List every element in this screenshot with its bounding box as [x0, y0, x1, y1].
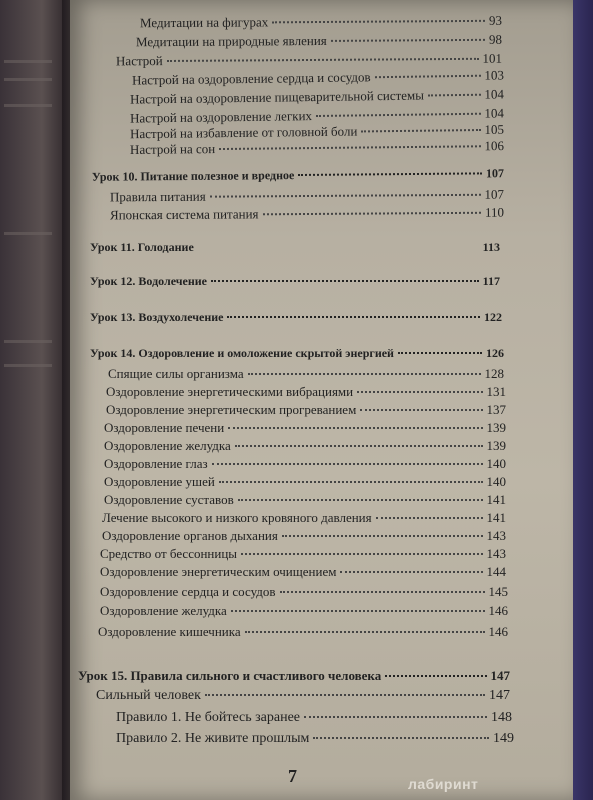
dot-leader: [211, 280, 479, 282]
dot-leader: [361, 129, 480, 132]
toc-entry-page: 147: [489, 688, 510, 703]
toc-entry-page: 101: [482, 50, 503, 66]
toc-entry: [108, 366, 504, 382]
book-cover-edge: [573, 0, 593, 800]
dot-leader: [376, 517, 483, 519]
dot-leader: [331, 39, 485, 42]
toc-entry-page: 93: [488, 12, 503, 28]
dot-leader: [212, 463, 483, 465]
bleed-line: [4, 60, 52, 63]
toc-entry: [136, 32, 502, 51]
toc-lesson-heading: [90, 240, 500, 255]
dot-leader: [231, 610, 485, 612]
toc-entry-page: 140: [486, 474, 506, 489]
toc-entry-title: Оздоровление энергетическим прогреванием: [106, 402, 357, 417]
toc-entry: [100, 564, 506, 580]
toc-entry-title: Урок 12. Водолечение: [90, 274, 207, 288]
dot-leader: [316, 113, 481, 117]
toc-entry-title: Урок 14. Оздоровление и омоложение скрытой энергией: [90, 346, 394, 360]
toc-entry-title: Спящие силы организма: [108, 366, 244, 381]
dot-leader: [313, 737, 489, 739]
page-number: 7: [288, 766, 297, 786]
toc-entry-title: Настрой на избавление от головной боли: [129, 123, 358, 142]
dot-leader: [167, 58, 479, 62]
toc-entry-title: Правила питания: [109, 188, 206, 205]
dot-leader: [235, 445, 483, 447]
bleed-line: [4, 232, 52, 235]
toc-entry-page: 149: [493, 731, 514, 746]
toc-entry-page: 146: [488, 603, 508, 618]
toc-entry: [106, 402, 506, 418]
toc-entry-page: 98: [488, 31, 503, 47]
toc-entry: [100, 603, 508, 619]
toc-list: [70, 0, 573, 800]
toc-entry-title: Урок 11. Голодание: [90, 240, 194, 254]
toc-entry-title: Медитации на природные явления: [135, 32, 327, 50]
toc-entry-page: 137: [486, 402, 506, 417]
dot-leader: [428, 94, 481, 97]
toc-entry: [116, 731, 514, 747]
toc-entry-page: 140: [486, 456, 506, 471]
toc-entry-title: Урок 15. Правила сильного и счастливого человека: [78, 668, 382, 683]
toc-entry-page: 122: [484, 310, 502, 324]
left-page-edge: [0, 0, 70, 800]
toc-entry-page: 117: [482, 274, 500, 288]
toc-entry: [140, 13, 502, 32]
toc-entry: [132, 67, 504, 88]
toc-entry-page: 126: [486, 346, 504, 360]
toc-entry-title: Настрой на оздоровление пищеварительной системы: [129, 87, 425, 107]
toc-entry-title: Оздоровление кишечника: [98, 624, 241, 639]
toc-entry-page: 141: [486, 492, 506, 507]
toc-entry-page: 104: [484, 86, 505, 102]
toc-entry-page: 144: [486, 564, 506, 579]
dot-leader: [241, 553, 482, 555]
toc-entry: [130, 86, 504, 107]
dot-leader: [398, 352, 482, 354]
toc-entry: [116, 710, 512, 726]
toc-entry-page: 143: [486, 528, 506, 543]
toc-entry-page: 105: [484, 121, 505, 137]
dot-leader: [282, 535, 483, 537]
toc-entry-page: 107: [484, 186, 505, 202]
toc-entry-page: 146: [488, 624, 508, 639]
dot-leader: [248, 373, 481, 375]
toc-entry-title: Настрой на оздоровление сердца и сосудов: [131, 69, 371, 88]
dot-leader: [219, 145, 480, 150]
dot-leader: [385, 675, 486, 677]
toc-lesson-heading: [90, 310, 502, 325]
toc-entry: [100, 546, 506, 562]
toc-entry: [102, 528, 506, 544]
toc-entry-title: Оздоровление суставов: [104, 492, 234, 507]
dot-leader: [210, 194, 481, 198]
toc-entry-title: Урок 13. Воздухолечение: [90, 310, 224, 324]
dot-leader: [340, 571, 482, 573]
toc-entry: [110, 205, 504, 224]
toc-entry: [104, 456, 506, 472]
dot-leader: [375, 75, 481, 78]
toc-entry-title: Оздоровление желудка: [100, 603, 227, 618]
toc-lesson-heading: [78, 668, 510, 684]
watermark: лабиринт: [408, 776, 479, 792]
toc-entry-page: 103: [484, 67, 505, 83]
toc-entry-title: Средство от бессонницы: [100, 546, 238, 561]
toc-entry-page: 145: [488, 584, 508, 599]
toc-entry-title: Оздоровление ушей: [104, 474, 215, 489]
toc-entry-page: 139: [486, 438, 506, 453]
toc-page: [70, 0, 573, 800]
toc-entry: [110, 187, 504, 206]
toc-entry-title: Оздоровление печени: [104, 420, 225, 435]
dot-leader: [262, 212, 480, 216]
toc-entry-page: 128: [484, 366, 504, 381]
toc-entry: [100, 584, 508, 600]
toc-entry-page: 141: [486, 510, 506, 525]
toc-entry-page: 139: [486, 420, 506, 435]
dot-leader: [228, 427, 482, 429]
toc-entry-title: Правило 1. Не бойтесь заранее: [116, 710, 301, 725]
toc-entry-page: 143: [486, 546, 506, 561]
dot-leader: [304, 716, 487, 718]
dot-leader: [219, 481, 483, 483]
toc-entry: [104, 438, 506, 454]
toc-entry-page: 104: [484, 105, 505, 121]
dot-leader: [245, 631, 485, 633]
toc-entry-title: Оздоровление сердца и сосудов: [100, 584, 276, 599]
toc-entry: [104, 474, 506, 490]
toc-entry-title: Оздоровление желудка: [104, 438, 231, 453]
toc-entry-title: Оздоровление органов дыхания: [102, 528, 278, 543]
dot-leader: [357, 391, 482, 393]
toc-entry-title: Оздоровление глаз: [104, 456, 208, 471]
toc-entry-title: Оздоровление энергетическим очищением: [100, 564, 337, 579]
toc-entry-page: 113: [482, 240, 500, 254]
toc-entry-title: Медитации на фигурах: [139, 14, 269, 31]
bleed-line: [4, 104, 52, 107]
dot-leader: [238, 499, 483, 501]
toc-entry-page: 110: [484, 204, 505, 220]
bleed-line: [4, 364, 52, 367]
toc-entry: [104, 492, 506, 508]
dot-leader: [272, 20, 485, 23]
toc-lesson-heading: [90, 274, 500, 289]
toc-entry-title: Оздоровление энергетическими вибрациями: [106, 384, 354, 399]
toc-lesson-heading: [90, 346, 504, 361]
toc-entry: [116, 51, 502, 70]
dot-leader: [360, 409, 482, 411]
toc-entry: [104, 420, 506, 436]
toc-entry-page: 106: [484, 138, 505, 154]
toc-entry-title: Правило 2. Не живите прошлым: [116, 731, 310, 746]
toc-entry-page: 131: [486, 384, 506, 399]
bleed-line: [4, 340, 52, 343]
toc-entry: [106, 384, 506, 400]
dot-leader: [205, 694, 485, 696]
toc-entry-title: Настрой на оздоровление легких: [129, 108, 313, 126]
dot-leader: [298, 172, 482, 176]
dot-leader: [280, 591, 485, 593]
toc-entry-page: 147: [490, 668, 510, 683]
toc-entry-title: Японская система питания: [109, 206, 259, 223]
dot-leader: [227, 316, 480, 318]
toc-entry: [96, 688, 510, 704]
toc-entry-title: Лечение высокого и низкого кровяного давления: [102, 510, 372, 525]
bleed-line: [4, 78, 52, 81]
toc-entry-title: Сильный человек: [96, 688, 201, 703]
toc-entry: [98, 624, 508, 640]
toc-entry-title: Настрой на сон: [129, 141, 216, 157]
toc-lesson-heading: [92, 166, 504, 185]
toc-entry-page: 148: [491, 710, 512, 725]
toc-entry: [102, 510, 506, 526]
toc-entry-page: 107: [485, 166, 505, 181]
toc-entry-title: Урок 10. Питание полезное и вредное: [91, 168, 295, 184]
toc-entry-title: Настрой: [115, 53, 163, 69]
toc-entry: [130, 138, 504, 158]
